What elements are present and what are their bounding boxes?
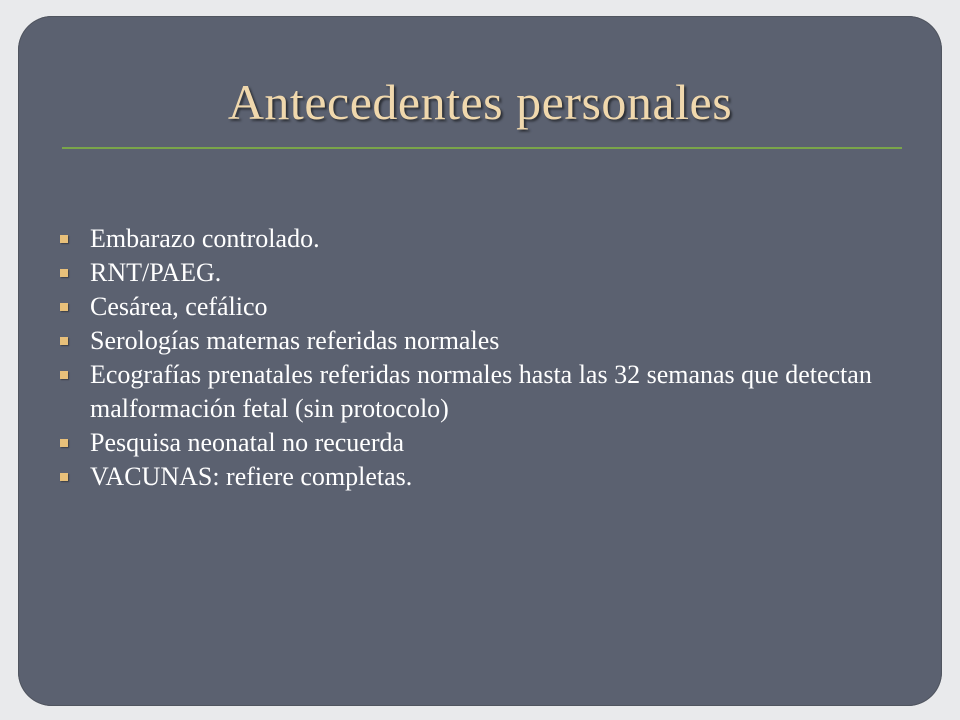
bullet-text: Serologías maternas referidas normales bbox=[90, 326, 500, 355]
title-divider bbox=[62, 147, 902, 149]
bullet-item bbox=[58, 256, 878, 290]
square-bullet-icon bbox=[60, 371, 68, 379]
bullet-text: Cesárea, cefálico bbox=[90, 292, 268, 321]
square-bullet-icon bbox=[60, 473, 68, 481]
slide-title: Antecedentes personales bbox=[227, 74, 733, 130]
bullet-list bbox=[58, 222, 878, 494]
square-bullet-icon bbox=[60, 269, 68, 277]
square-bullet-icon bbox=[60, 303, 68, 311]
bullet-item bbox=[58, 358, 878, 426]
bullet-text: Embarazo controlado. bbox=[90, 224, 320, 253]
bullet-text: Ecografías prenatales referidas normales hasta las 32 semanas que detectan malformación fetal (sin protocolo) bbox=[90, 360, 872, 423]
bullet-item bbox=[58, 290, 878, 324]
bullet-item bbox=[58, 324, 878, 358]
bullet-text: VACUNAS: refiere completas. bbox=[90, 462, 413, 491]
bullet-text: RNT/PAEG. bbox=[90, 258, 222, 287]
bullet-item bbox=[58, 222, 878, 256]
square-bullet-icon bbox=[60, 235, 68, 243]
square-bullet-icon bbox=[60, 337, 68, 345]
square-bullet-icon bbox=[60, 439, 68, 447]
bullet-item bbox=[58, 460, 878, 494]
bullet-text: Pesquisa neonatal no recuerda bbox=[90, 428, 405, 457]
bullet-item bbox=[58, 426, 878, 460]
